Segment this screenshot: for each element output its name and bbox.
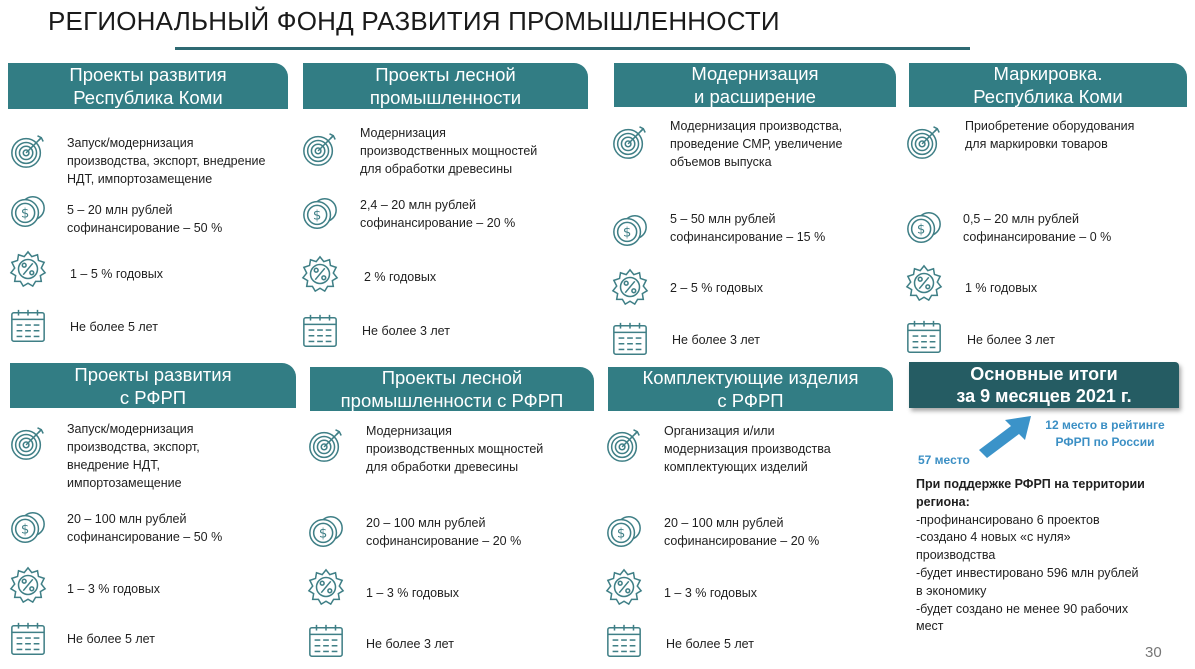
program-purpose-line: Модернизация производства, — [670, 119, 843, 133]
program-header-line: Проекты развития — [74, 363, 232, 385]
program-amount — [67, 201, 222, 237]
program-purpose — [670, 117, 843, 171]
program-purpose-line: Организация и/или — [664, 424, 775, 438]
program-purpose-line: производственных мощностей — [360, 144, 538, 158]
page-title: РЕГИОНАЛЬНЫЙ ФОНД РАЗВИТИЯ ПРОМЫШЛЕННОСТИ — [48, 6, 780, 36]
program-header-text — [370, 63, 521, 109]
program-purpose-line: проведение СМР, увеличение — [670, 137, 843, 151]
program-amount — [963, 210, 1111, 246]
program-purpose-line: Модернизация — [366, 424, 452, 438]
program-purpose-line: для обработки древесины — [366, 460, 519, 474]
program-purpose — [67, 134, 265, 188]
program-amount — [67, 510, 222, 546]
svg-text:$: $ — [312, 208, 322, 224]
summary-line: -будет создано не менее 90 рабочих — [916, 601, 1129, 616]
target-icon — [611, 123, 649, 161]
program-header — [10, 363, 296, 408]
program-term: Не более 5 лет — [70, 320, 158, 334]
title-underline — [175, 47, 970, 50]
summary-line: в экономику — [916, 583, 987, 598]
svg-text:$: $ — [622, 225, 632, 241]
program-term: Не более 3 лет — [362, 324, 450, 338]
program-header-line: Проекты лесной — [375, 64, 516, 85]
program-header-line: Проекты развития — [69, 64, 227, 85]
svg-text:$: $ — [916, 222, 926, 238]
target-icon — [307, 426, 345, 464]
program-rate: 2 – 5 % годовых — [670, 281, 763, 295]
program-header-line: и расширение — [694, 86, 816, 107]
page-number: 30 — [1145, 644, 1162, 661]
program-purpose-line: объемов выпуска — [670, 155, 772, 169]
program-amount-line: 20 – 100 млн рублей — [366, 516, 486, 530]
program-purpose — [965, 117, 1134, 153]
summary-line: При поддержке РФРП на территории — [916, 477, 1145, 491]
coins-dollar-icon — [301, 194, 339, 232]
program-amount — [366, 514, 521, 550]
svg-text:$: $ — [20, 206, 30, 222]
program-amount-line: софинансирование – 20 % — [664, 534, 820, 548]
program-purpose — [664, 422, 831, 476]
program-amount-line: 5 – 50 млн рублей — [670, 212, 776, 226]
program-purpose-line: Запуск/модернизация — [67, 422, 194, 436]
summary-results — [916, 476, 1178, 636]
program-term: Не более 5 лет — [67, 632, 155, 646]
summary-line: -профинансировано 6 проектов — [916, 512, 1100, 527]
program-purpose-line: производства, экспорт, внедрение — [67, 154, 266, 168]
program-amount-line: софинансирование – 20 % — [366, 534, 522, 548]
program-purpose-line: производственных мощностей — [366, 442, 544, 456]
program-purpose — [366, 422, 543, 476]
program-rate: 1 % годовых — [965, 281, 1038, 295]
program-amount-line: 2,4 – 20 млн рублей — [360, 198, 476, 212]
program-amount-line: софинансирование – 15 % — [670, 230, 826, 244]
program-header-line: Комплектующие изделия — [642, 367, 859, 388]
program-header-line: Республика Коми — [973, 86, 1123, 107]
calendar-icon — [307, 622, 345, 660]
percent-badge-icon — [307, 568, 345, 606]
percent-badge-icon — [611, 268, 649, 306]
program-header-text — [69, 63, 226, 109]
summary-line: -создано 4 новых «с нуля» — [916, 530, 1071, 545]
program-header-text — [341, 366, 564, 412]
program-amount-line: 20 – 100 млн рублей — [67, 512, 187, 526]
calendar-icon — [605, 622, 643, 660]
coins-dollar-icon — [605, 512, 643, 550]
percent-badge-icon — [905, 264, 943, 302]
program-term: Не более 3 лет — [967, 333, 1055, 347]
coins-dollar-icon — [9, 508, 47, 546]
rank-low-text: 57 место — [918, 453, 970, 467]
program-purpose-line: Модернизация — [360, 126, 446, 140]
target-icon — [605, 426, 643, 464]
svg-text:$: $ — [318, 526, 328, 542]
program-term: Не более 5 лет — [666, 637, 754, 651]
summary-header-line: за 9 месяцев 2021 г. — [956, 386, 1132, 406]
rank-top-text — [1035, 417, 1175, 451]
svg-text:$: $ — [616, 526, 626, 542]
program-header-line: промышленности — [369, 87, 522, 108]
target-icon — [9, 424, 47, 462]
rank-top-line: РФРП по России — [1055, 435, 1155, 449]
program-purpose-line: Запуск/модернизация — [67, 136, 194, 150]
summary-line: региона: — [916, 494, 970, 509]
program-header-line: Республика Коми — [73, 87, 223, 108]
coins-dollar-icon — [611, 211, 649, 249]
program-amount-line: 20 – 100 млн рублей — [664, 516, 784, 530]
program-term: Не более 3 лет — [366, 637, 454, 651]
program-purpose-line: Приобретение оборудования — [965, 119, 1135, 133]
program-purpose-line: НДТ, импортозамещение — [67, 172, 213, 186]
program-amount — [664, 514, 819, 550]
percent-badge-icon — [301, 255, 339, 293]
program-rate: 1 – 5 % годовых — [70, 267, 163, 281]
percent-badge-icon — [9, 250, 47, 288]
coins-dollar-icon — [9, 192, 47, 230]
program-header — [614, 63, 896, 107]
program-header-line: с РФРП — [119, 386, 187, 408]
program-amount — [360, 196, 515, 232]
coins-dollar-icon — [905, 208, 943, 246]
target-icon — [9, 132, 47, 170]
program-amount-line: софинансирование – 20 % — [360, 216, 516, 230]
program-header — [909, 63, 1187, 107]
program-amount-line: 5 – 20 млн рублей — [67, 203, 173, 217]
summary-header — [909, 362, 1179, 408]
program-purpose-line: комплектующих изделий — [664, 460, 808, 474]
program-term: Не более 3 лет — [672, 333, 760, 347]
program-header — [303, 63, 588, 109]
target-icon — [905, 123, 943, 161]
program-purpose-line: производства, экспорт, — [67, 440, 200, 454]
program-purpose-line: для маркировки товаров — [965, 137, 1108, 151]
program-header — [8, 63, 288, 109]
program-rate: 1 – 3 % годовых — [664, 586, 757, 600]
calendar-icon — [9, 307, 47, 345]
summary-line: производства — [916, 548, 996, 563]
program-header-line: с РФРП — [717, 390, 784, 411]
program-purpose-line: импортозамещение — [67, 476, 182, 490]
program-purpose — [67, 420, 200, 492]
program-purpose-line: внедрение НДТ, — [67, 458, 160, 472]
summary-line: мест — [916, 619, 944, 634]
svg-text:$: $ — [20, 522, 30, 538]
program-amount-line: софинансирование – 50 % — [67, 221, 223, 235]
rank-top-line: 12 место в рейтинге — [1045, 418, 1165, 432]
program-rate: 2 % годовых — [364, 270, 437, 284]
program-header-text — [973, 62, 1122, 108]
program-header-text — [642, 366, 858, 412]
calendar-icon — [301, 312, 339, 350]
program-rate: 1 – 3 % годовых — [366, 586, 459, 600]
program-purpose-line: для обработки древесины — [360, 162, 513, 176]
program-header-text — [74, 363, 231, 409]
percent-badge-icon — [605, 568, 643, 606]
program-header — [608, 367, 893, 411]
program-header-text — [691, 62, 818, 108]
program-rate: 1 – 3 % годовых — [67, 582, 160, 596]
program-header — [310, 367, 594, 411]
summary-line: -будет инвестировано 596 млн рублей — [916, 565, 1139, 580]
program-header-line: Проекты лесной — [381, 367, 523, 388]
program-header-line: промышленности с РФРП — [340, 390, 564, 411]
target-icon — [301, 130, 339, 168]
program-header-line: Модернизация — [691, 63, 819, 84]
program-amount — [670, 210, 825, 246]
program-purpose-line: модернизация производства — [664, 442, 831, 456]
calendar-icon — [611, 320, 649, 358]
percent-badge-icon — [9, 566, 47, 604]
program-header-line: Маркировка. — [993, 63, 1103, 84]
summary-header-line: Основные итоги — [970, 364, 1118, 384]
program-amount-line: 0,5 – 20 млн рублей — [963, 212, 1079, 226]
calendar-icon — [905, 318, 943, 356]
program-purpose — [360, 124, 537, 178]
calendar-icon — [9, 620, 47, 658]
program-amount-line: софинансирование – 50 % — [67, 530, 223, 544]
rank-arrow-icon — [975, 412, 1035, 462]
coins-dollar-icon — [307, 512, 345, 550]
program-amount-line: софинансирование – 0 % — [963, 230, 1112, 244]
